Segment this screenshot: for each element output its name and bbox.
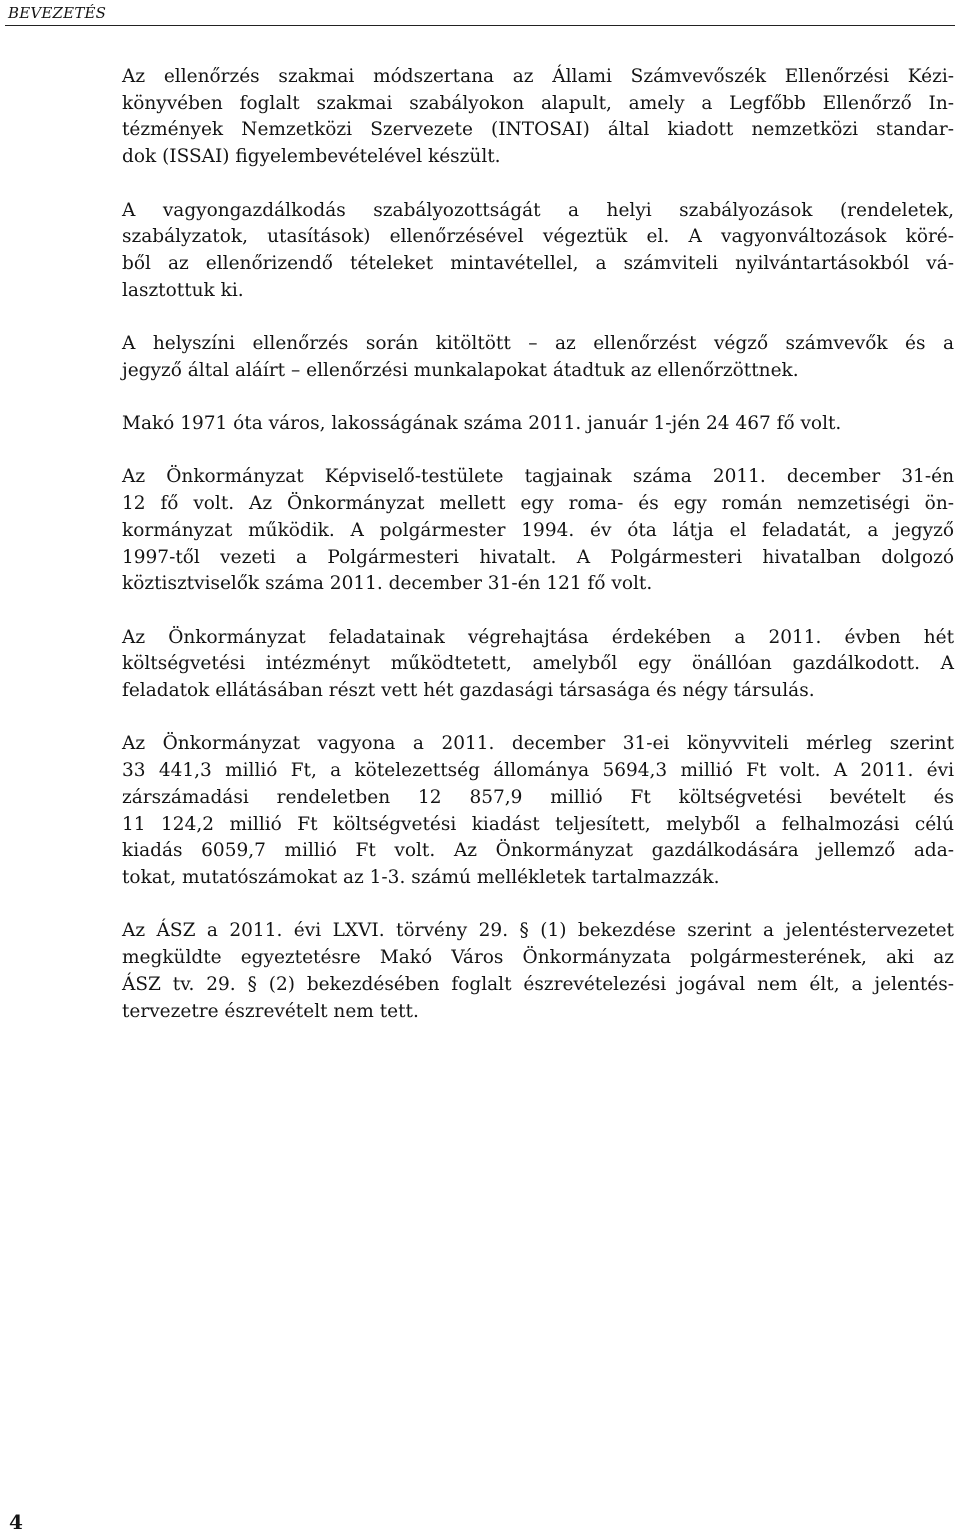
text-line: 12 fő volt. Az Önkormányzat mellett egy roma- és egy román nemzetiségi ön- <box>122 493 954 515</box>
paragraph <box>122 731 954 891</box>
text-line: 11 124,2 millió Ft költségvetési kiadást teljesített, melyből a felhalmozási célú <box>122 813 954 835</box>
text-line: költségvetési intézményt működtetett, amelyből egy önállóan gazdálkodott. A <box>122 653 954 675</box>
paragraph <box>122 64 954 171</box>
text-line: köztisztviselők száma 2011. december 31-én 121 fő volt. <box>122 573 653 595</box>
paragraph <box>122 464 954 598</box>
paragraph <box>122 918 954 1025</box>
text-line: tervezetre észrevételt nem tett. <box>122 1000 419 1022</box>
header-rule <box>5 25 955 26</box>
text-line: Az Önkormányzat Képviselő-testülete tagjainak száma 2011. december 31-én <box>122 466 954 488</box>
text-line: megküldte egyeztetésre Makó Város Önkormányzata polgármesterének, aki az <box>122 947 954 969</box>
text-line: 1997-től vezeti a Polgármesteri hivatalt. A Polgármesteri hivatalban dolgozó <box>122 546 954 568</box>
text-line: A helyszíni ellenőrzés során kitöltött – az ellenőrzést végző számvevők és a <box>122 333 954 354</box>
page-number: 4 <box>9 1510 23 1534</box>
text-line: szabályzatok, utasítások) ellenőrzésével végeztük el. A vagyonváltozások köré- <box>122 226 954 248</box>
paragraph <box>122 411 954 438</box>
text-line: tézmények Nemzetközi Szervezete (INTOSAI) által kiadott nemzetközi standar- <box>122 119 954 141</box>
paragraph <box>122 198 954 305</box>
text-line: 33 441,3 millió Ft, a kötelezettség állománya 5694,3 millió Ft volt. A 2011. évi <box>122 760 954 782</box>
text-line: A vagyongazdálkodás szabályozottságát a helyi szabályozások (rendeletek, <box>122 199 954 221</box>
running-head-section-title: BEVEZETÉS <box>8 4 107 22</box>
text-line: jegyző által aláírt – ellenőrzési munkalapokat átadtuk az ellenőrzöttnek. <box>122 359 799 381</box>
text-line: lasztottuk ki. <box>122 279 244 301</box>
text-line: ből az ellenőrizendő tételeket mintavétellel, a számviteli nyilvántartásokból vá- <box>122 252 954 274</box>
text-line: Az ellenőrzés szakmai módszertana az Állami Számvevőszék Ellenőrzési Kézi- <box>122 66 954 87</box>
text-line: feladatok ellátásában részt vett hét gazdasági társasága és négy társulás. <box>122 680 815 702</box>
text-line: zárszámadási rendeletben 12 857,9 millió Ft költségvetési bevételt és <box>122 786 954 808</box>
text-line: kormányzat működik. A polgármester 1994. év óta látja el feladatát, a jegyző <box>122 519 954 541</box>
document-body <box>122 64 954 1052</box>
text-line: Az ÁSZ a 2011. évi LXVI. törvény 29. § (1) bekezdése szerint a jelentéstervezetet <box>122 920 954 942</box>
text-line: Makó 1971 óta város, lakosságának száma 2011. január 1-jén 24 467 fő volt. <box>122 413 842 435</box>
text-line: könyvében foglalt szakmai szabályokon alapult, amely a Legfőbb Ellenőrző In- <box>122 92 954 114</box>
text-line: tokat, mutatószámokat az 1-3. számú mellékletek tartalmazzák. <box>122 867 720 888</box>
text-line: kiadás 6059,7 millió Ft volt. Az Önkormányzat gazdálkodására jellemző ada- <box>122 840 954 862</box>
text-line: ÁSZ tv. 29. § (2) bekezdésében foglalt észrevételezési jogával nem élt, a jelentés- <box>122 973 954 995</box>
text-line: Az Önkormányzat vagyona a 2011. december 31-ei könyvviteli mérleg szerint <box>122 733 954 755</box>
text-line: Az Önkormányzat feladatainak végrehajtása érdekében a 2011. évben hét <box>122 626 954 648</box>
paragraph <box>122 331 954 384</box>
paragraph <box>122 625 954 705</box>
text-line: dok (ISSAI) figyelembevételével készült. <box>122 146 501 168</box>
